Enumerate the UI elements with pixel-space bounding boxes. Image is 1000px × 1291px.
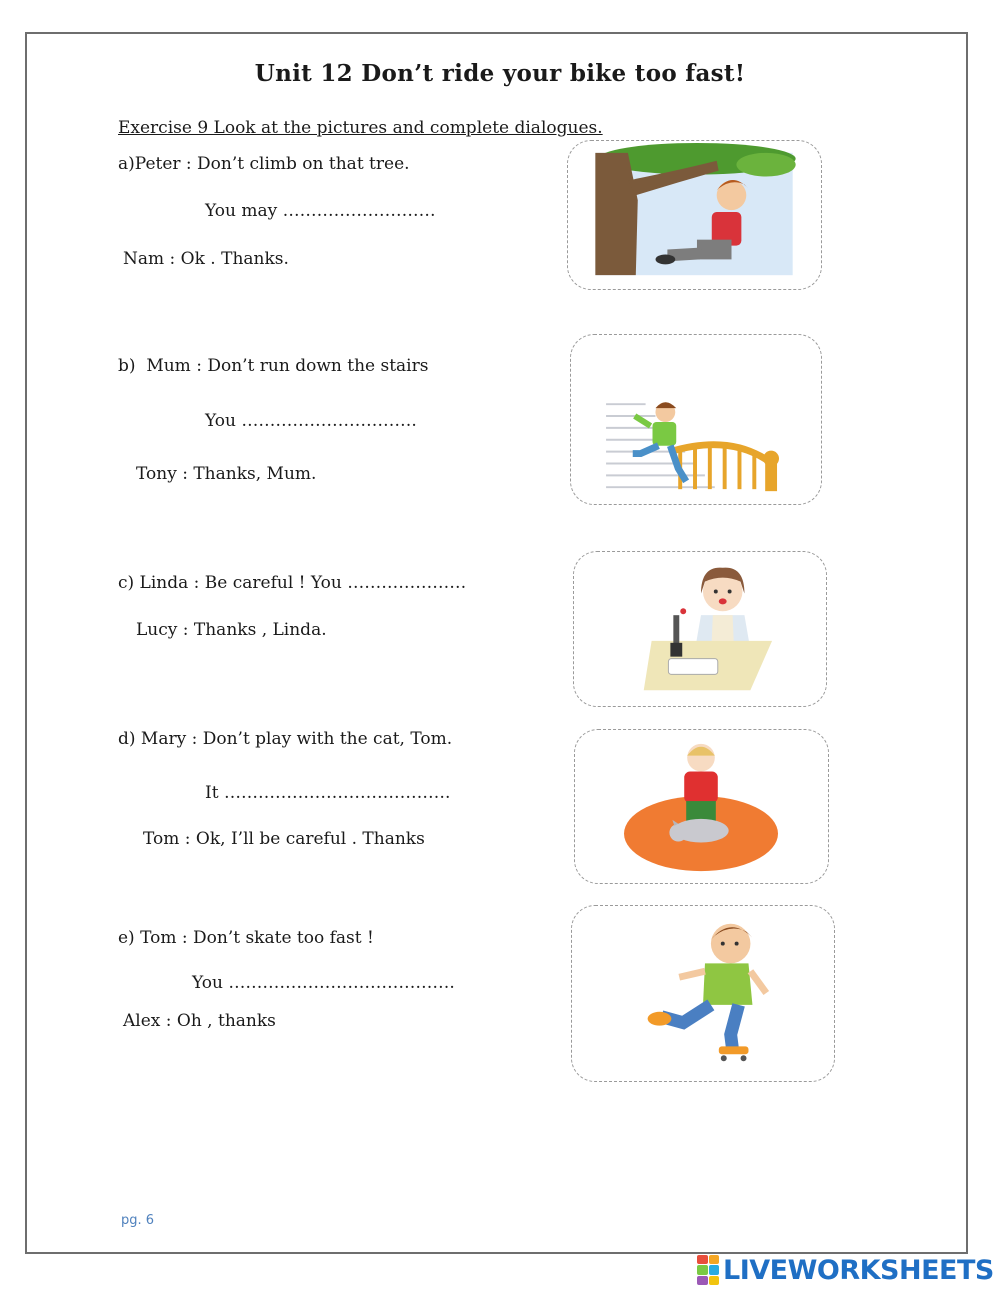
liveworksheets-logo[interactable] [697, 1253, 994, 1287]
item-d-answer-line [205, 783, 450, 803]
image-frame-b [570, 334, 822, 505]
image-frame-d [574, 729, 829, 884]
image-frame-a [567, 140, 822, 290]
boy-running-stairs-icon [571, 335, 821, 504]
item-d-blank[interactable]: …………………………………. [223, 783, 451, 803]
item-d-reply: Tom : Ok, I’ll be careful . Thanks [143, 829, 425, 849]
item-b-blank[interactable]: …………………………. [241, 411, 417, 431]
item-b-reply: Tony : Thanks, Mum. [136, 464, 317, 484]
worksheet-title: Unit 12 Don’t ride your bike too fast! [254, 60, 746, 87]
exercise-instruction: Exercise 9 Look at the pictures and complete dialogues. [118, 118, 603, 138]
page-number: pg. 6 [121, 1213, 155, 1228]
item-d-line1: d) Mary : Don’t play with the cat, Tom. [118, 729, 453, 749]
boy-with-cat-icon [575, 730, 828, 883]
item-e-blank[interactable]: …………………………………. [228, 973, 455, 993]
item-a-reply: Nam : Ok . Thanks. [123, 249, 289, 269]
item-c-reply: Lucy : Thanks , Linda. [136, 620, 327, 640]
liveworksheets-logo-icon [697, 1255, 719, 1285]
item-e-prompt: You [192, 973, 223, 993]
item-c-line1-wrap [118, 573, 466, 593]
item-e-line1: e) Tom : Don’t skate too fast ! [118, 928, 374, 948]
item-a-prompt: You may [205, 201, 278, 221]
item-d-prompt: It [205, 783, 219, 803]
girl-cut-finger-icon [574, 552, 826, 706]
item-b-answer-line [205, 411, 417, 431]
item-a-blank[interactable]: ……………………… [282, 201, 436, 221]
boy-climbing-tree-icon [568, 141, 821, 289]
boy-roller-skating-icon [572, 906, 834, 1081]
item-b-prompt: You [205, 411, 236, 431]
item-e-answer-line [192, 973, 455, 993]
item-b-line1: b) Mum : Don’t run down the stairs [118, 356, 429, 376]
item-a-answer-line [205, 201, 436, 221]
item-c-blank[interactable]: ………………… [347, 573, 467, 593]
image-frame-c [573, 551, 827, 707]
liveworksheets-logo-text: LIVEWORKSHEETS [723, 1254, 994, 1286]
image-frame-e [571, 905, 835, 1082]
item-e-reply: Alex : Oh , thanks [123, 1011, 276, 1031]
item-a-line1: a)Peter : Don’t climb on that tree. [118, 154, 410, 174]
item-c-line1: c) Linda : Be careful ! You [118, 573, 342, 593]
